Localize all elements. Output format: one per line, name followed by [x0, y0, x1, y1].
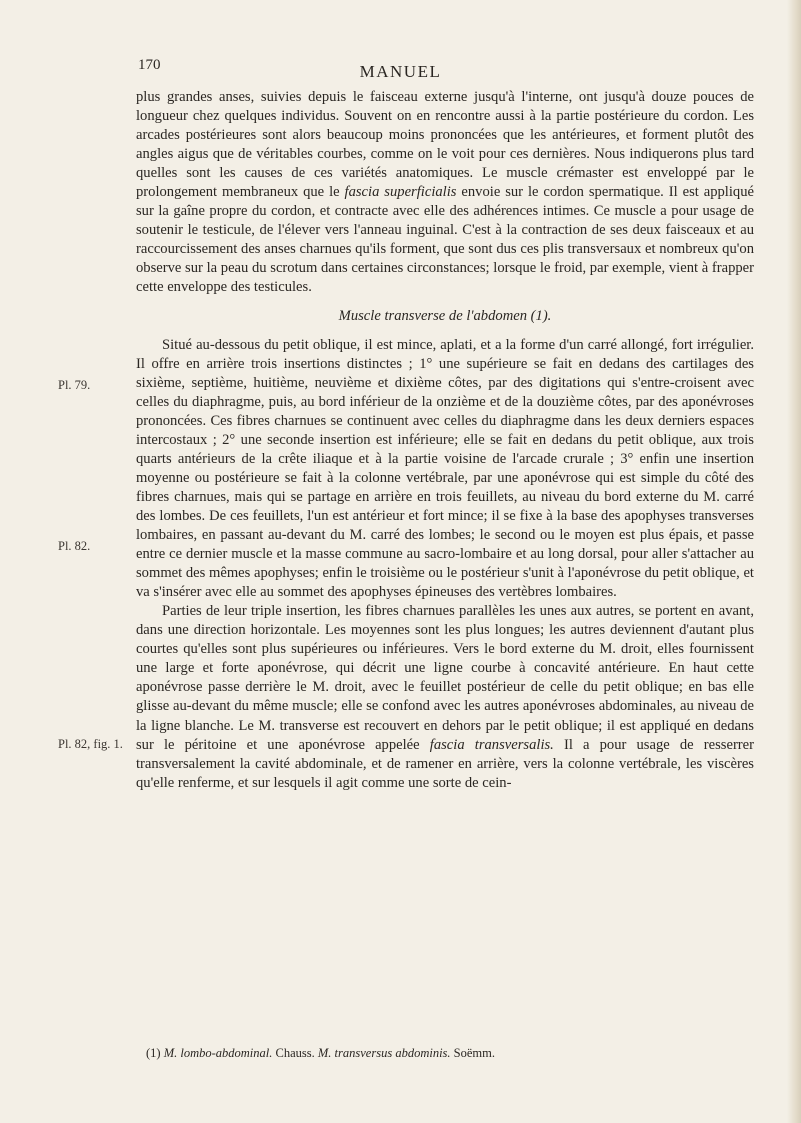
paragraph-transverse-fibres [136, 602, 754, 792]
footnote-author-2: Soëmm. [453, 1046, 495, 1060]
margin-note-plate-82: Pl. 82. [58, 539, 91, 553]
footnote [146, 1045, 746, 1061]
paragraph-cremaster [136, 88, 754, 298]
paragraph-3-italic: fascia transversalis. [429, 736, 554, 753]
paragraph-transverse-insertion: Situé au-dessous du petit oblique, il est mince, aplati, et a la forme d'un carré allongé, fort irrégulier. Il offre en arrière trois insertions distinctes ; 1° une supérieure se fait en dedans des cartilages des sixième, septième, huitième, neuvième et dixième côtes, par des digitations qui s'entre-croisent avec celles du diaphragme, puis, au bord inférieur de la onzième et de la douzième côtes, par des aponévroses prononcées. Ces fibres charnues se continuent avec celles du diaphragme dans les deux derniers espaces intercostaux ; 2° une seconde insertion est inférieure; elle se fait en dedans du petit oblique, aux trois quarts antérieurs de la crête iliaque et à la partie voisine de l'arcade crurale ; 3° enfin une insertion moyenne ou postérieure se fait à la colonne vertébrale, par une aponévrose qui est simple du côté des fibres charnues, mais qui se partage en arrière en trois feuillets, au niveau du bord externe du M. carré des lombes. De ces feuillets, l'un est antérieur et fort mince; il se fixe à la base des apophyses transverses lombaires, en passant au-devant du M. carré des lombes; le second ou le moyen est plus épais, et passe entre ce dernier muscle et la masse commune au sacro-lombaire et au long dorsal, pour aller s'attacher au sommet des mêmes apophyses; enfin le troisième ou le postérieur s'unit à l'aponévrose du petit oblique, et va s'insérer avec elle au sommet des apophyses épineuses des vertèbres lombaires. [136, 336, 754, 601]
paragraph-1-italic: fascia superficialis [344, 184, 457, 201]
paragraph-3-end: Il a pour usage de resserrer transversalement la cavité abdominale, et de ramener en arrière, vers la colonne vertébrale, les viscères qu'elle renferme, et sur lesquels il agit comme une sorte de cein- [136, 736, 754, 791]
footnote-synonym-1: M. lombo-abdominal. [163, 1046, 273, 1060]
paragraph-1-text: plus grandes anses, suivies depuis le faisceau externe jusqu'à l'interne, ont jusqu'à douze pouces de longueur chez quelques individus. Souvent on en rencontre aussi à la partie postérieure du cordon. Les arcades postérieures sont alors beaucoup moins prononcées que les antérieures, et forment plutôt des angles aigus que de véritables courbes, comme on le voit pour ces dernières. Nous indiquerons plus tard quelles sont les causes de ces variétés anatomiques. Le muscle crémaster est enveloppé par le prolongement membraneux que le [136, 89, 754, 201]
page-number: 170 [138, 57, 161, 73]
margin-note-plate-82-fig-1: Pl. 82, fig. 1. [58, 737, 123, 751]
footnote-author-1: Chauss. [275, 1046, 315, 1060]
running-title: MANUEL [359, 62, 442, 81]
page-edge [787, 0, 801, 1123]
section-title: Muscle transverse de l'abdomen (1). [338, 307, 552, 324]
margin-note-plate-79: Pl. 79. [58, 378, 91, 392]
body-text [136, 88, 754, 793]
page-header [0, 57, 801, 83]
paragraph-3-text: Parties de leur triple insertion, les fibres charnues parallèles les unes aux autres, se portent en avant, dans une direction horizontale. Les moyennes sont les plus longues; les autres deviennent d'autant plus courtes qu'elles sont plus supérieures ou inférieures. Vers le bord externe du M. droit, elles fournissent une large et forte aponévrose, qui décrit une ligne courbe à concavité antérieure. En haut cette aponévrose passe derrière le M. droit, avec le feuillet postérieur de celle du petit oblique; en bas elle glisse au-devant du même muscle; elle se confond avec les autres aponévroses abdominales, au niveau de la ligne blanche. Le M. transverse est recouvert en dehors par le petit oblique; il est appliqué en dedans sur le péritoine et une aponévrose appelée [136, 603, 754, 753]
paragraph-1-end: envoie sur le cordon spermatique. Il est appliqué sur la gaîne propre du cordon, et contracte avec elle des adhérences intimes. Ce muscle a pour usage de soutenir le testicule, de l'élever vers l'anneau inguinal. C'est à la contraction de ses deux faisceaux et au raccourcissement des anses charnues qu'ils forment, que sont dus ces plis transversaux et nombreux qu'on observe sur la peau du scrotum dans certaines circonstances; lorsque le froid, par exemple, vient à frapper cette enveloppe des testicules. [136, 184, 754, 296]
footnote-synonym-2: M. transversus abdominis. [317, 1046, 451, 1060]
footnote-marker: (1) [146, 1046, 161, 1060]
